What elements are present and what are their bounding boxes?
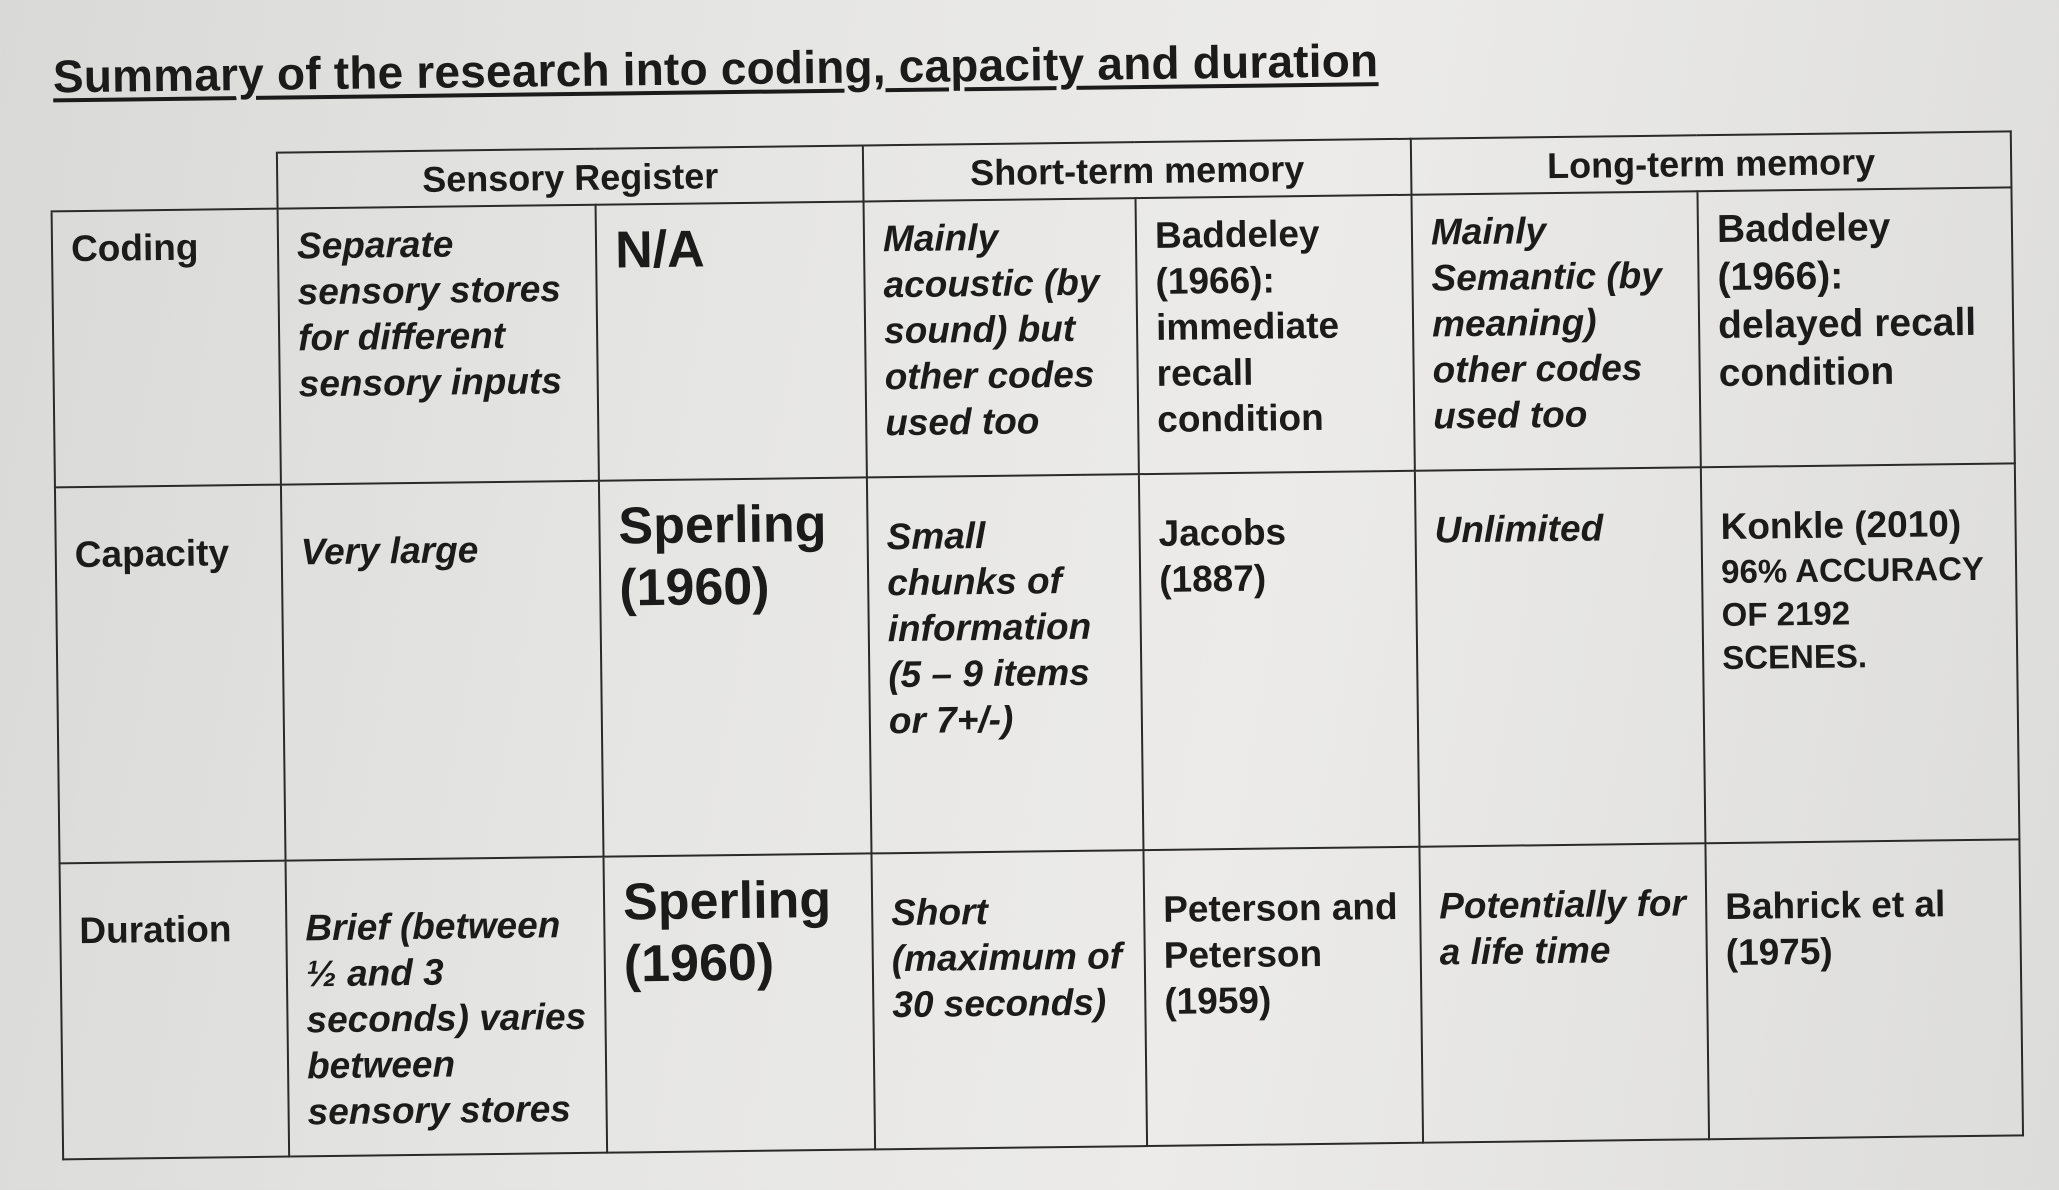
header-short-term-memory: Short-term memory xyxy=(863,139,1412,202)
capacity-ltm-research xyxy=(1701,463,2020,843)
duration-sr-research: Sperling (1960) xyxy=(604,853,876,1152)
capacity-sr-description: Very large xyxy=(281,481,604,861)
coding-stm-description: Mainly acoustic (by sound) but other codes used too xyxy=(864,198,1139,477)
duration-ltm-description: Potentially for a life time xyxy=(1419,843,1709,1142)
capacity-stm-description: Small chunks of information (5 – 9 items or 7+/-) xyxy=(867,474,1144,853)
table-row-duration xyxy=(60,839,2024,1159)
header-sensory-register: Sensory Register xyxy=(277,145,864,208)
page-title: Summary of the research into coding, capacity and duration xyxy=(52,34,1379,103)
table-row-capacity xyxy=(55,463,2019,863)
coding-ltm-description: Mainly Semantic (by meaning) other codes used too xyxy=(1412,191,1701,470)
duration-sr-description: Brief (between ½ and 3 seconds) varies between sensory stores xyxy=(286,857,608,1157)
capacity-ltm-description: Unlimited xyxy=(1415,467,1706,846)
capacity-sr-research: Sperling (1960) xyxy=(599,477,872,856)
row-label-coding: Coding xyxy=(52,209,281,488)
capacity-ltm-research-name: Konkle (2010) xyxy=(1720,503,1962,548)
duration-stm-description: Short (maximum of 30 seconds) xyxy=(871,850,1147,1149)
duration-ltm-research: Bahrick et al (1975) xyxy=(1705,839,2023,1139)
table-row-coding xyxy=(52,187,2015,487)
coding-stm-research: Baddeley (1966): immediate recall condition xyxy=(1136,195,1415,474)
header-corner xyxy=(51,153,278,212)
coding-ltm-research: Baddeley (1966): delayed recall condition xyxy=(1697,187,2014,467)
row-label-duration: Duration xyxy=(60,861,290,1160)
header-long-term-memory: Long-term memory xyxy=(1411,131,2012,194)
duration-stm-research: Peterson and Peterson (1959) xyxy=(1143,847,1423,1146)
capacity-stm-research: Jacobs (1887) xyxy=(1139,471,1420,850)
capacity-ltm-research-note: 96% ACCURACY OF 2192 SCENES. xyxy=(1720,549,1984,677)
memory-summary-table xyxy=(50,130,2024,1160)
coding-sr-research: N/A xyxy=(596,201,867,480)
row-label-capacity: Capacity xyxy=(55,485,286,864)
coding-sr-description: Separate sensory stores for different sensory inputs xyxy=(278,205,599,485)
